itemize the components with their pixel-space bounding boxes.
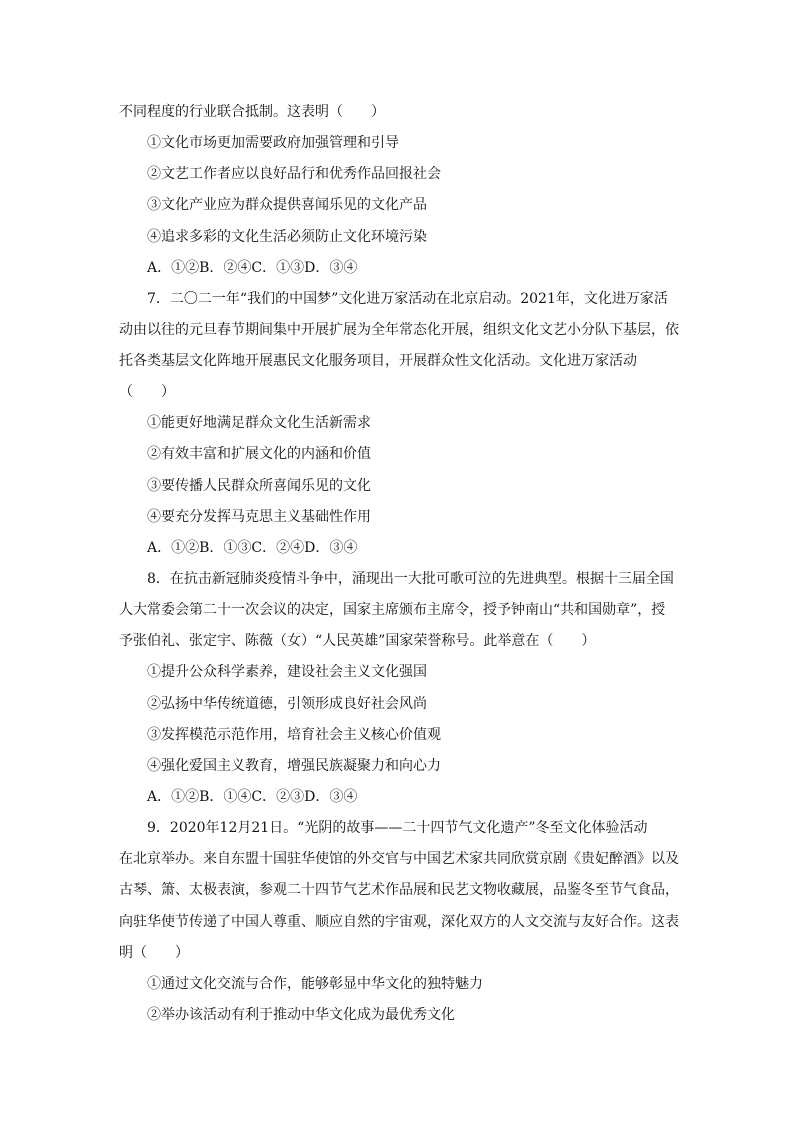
q9-option-1: ①通过文化交流与合作，能够彰显中华文化的独特魅力 bbox=[147, 976, 483, 992]
question-9-stem-line-3: 古琴、箫、太极表演，参观二十四节气艺术作品展和民艺文物收藏展，品鉴冬至节气食品， bbox=[119, 882, 679, 898]
question-8-stem-line-2: 人大常委会第二十一次会议的决定，国家主席颁布主席令，授予钟南山“共和国勋章”，授 bbox=[119, 602, 666, 618]
q7-option-4: ④要充分发挥马克思主义基础性作用 bbox=[147, 509, 371, 525]
q8-option-2: ②弘扬中华传统道德，引领形成良好社会风尚 bbox=[147, 696, 427, 712]
q6-option-4: ④追求多彩的文化生活必须防止文化环境污染 bbox=[147, 229, 427, 245]
question-7-stem-line-2: 动由以往的元旦春节期间集中开展扩展为全年常态化开展，组织文化文艺小分队下基层，依 bbox=[119, 322, 679, 338]
question-9-stem-line-2: 在北京举办。来自东盟十国驻华使馆的外交官与中国艺术家共同欣赏京剧《贵妃醉酒》以及 bbox=[119, 851, 679, 867]
q6-answer-choices: A．①②B．②④C．①③D．③④ bbox=[147, 260, 358, 276]
q8-option-1: ①提升公众科学素养，建设社会主义文化强国 bbox=[147, 664, 427, 680]
question-9-stem-line-1: 9．2020年12月21日。“光阴的故事——二十四节气文化遗产”冬至文化体验活动 bbox=[147, 820, 648, 836]
question-9-stem-line-5: 明（ ） bbox=[119, 945, 189, 961]
question-7-stem-line-4: （ ） bbox=[119, 384, 175, 400]
q7-option-2: ②有效丰富和扩展文化的内涵和价值 bbox=[147, 446, 371, 462]
q6-option-2: ②文艺工作者应以良好品行和优秀作品回报社会 bbox=[147, 166, 441, 182]
question-8-stem-line-3: 予张伯礼、张定宇、陈薇（女）“人民英雄”国家荣誉称号。此举意在（ ） bbox=[119, 633, 596, 649]
q6-option-1: ①文化市场更加需要政府加强管理和引导 bbox=[147, 135, 399, 151]
question-6-stem-tail: 不同程度的行业联合抵制。这表明（ ） bbox=[119, 104, 385, 120]
question-7-stem-line-3: 托各类基层文化阵地开展惠民文化服务项目，开展群众性文化活动。文化进万家活动 bbox=[119, 353, 637, 369]
question-9-stem-line-4: 向驻华使节传递了中国人尊重、顺应自然的宇宙观，深化双方的人文交流与友好合作。这表 bbox=[119, 914, 679, 930]
q9-option-2: ②举办该活动有利于推动中华文化成为最优秀文化 bbox=[147, 1007, 455, 1023]
question-8-stem-line-1: 8．在抗击新冠肺炎疫情斗争中，涌现出一大批可歌可泣的先进典型。根据十三届全国 bbox=[147, 571, 674, 587]
q8-answer-choices: A．①②B．①④C．②③D．③④ bbox=[147, 789, 358, 805]
q8-option-4: ④强化爱国主义教育，增强民族凝聚力和向心力 bbox=[147, 758, 441, 774]
q7-option-1: ①能更好地满足群众文化生活新需求 bbox=[147, 415, 371, 431]
q8-option-3: ③发挥模范示范作用，培育社会主义核心价值观 bbox=[147, 727, 441, 743]
q6-option-3: ③文化产业应为群众提供喜闻乐见的文化产品 bbox=[147, 197, 427, 213]
q7-answer-choices: A．①②B．①③C．②④D．③④ bbox=[147, 540, 358, 556]
q7-option-3: ③要传播人民群众所喜闻乐见的文化 bbox=[147, 478, 371, 494]
question-7-stem-line-1: 7．二〇二一年“我们的中国梦”文化进万家活动在北京启动。2021年，文化进万家活 bbox=[147, 291, 668, 307]
